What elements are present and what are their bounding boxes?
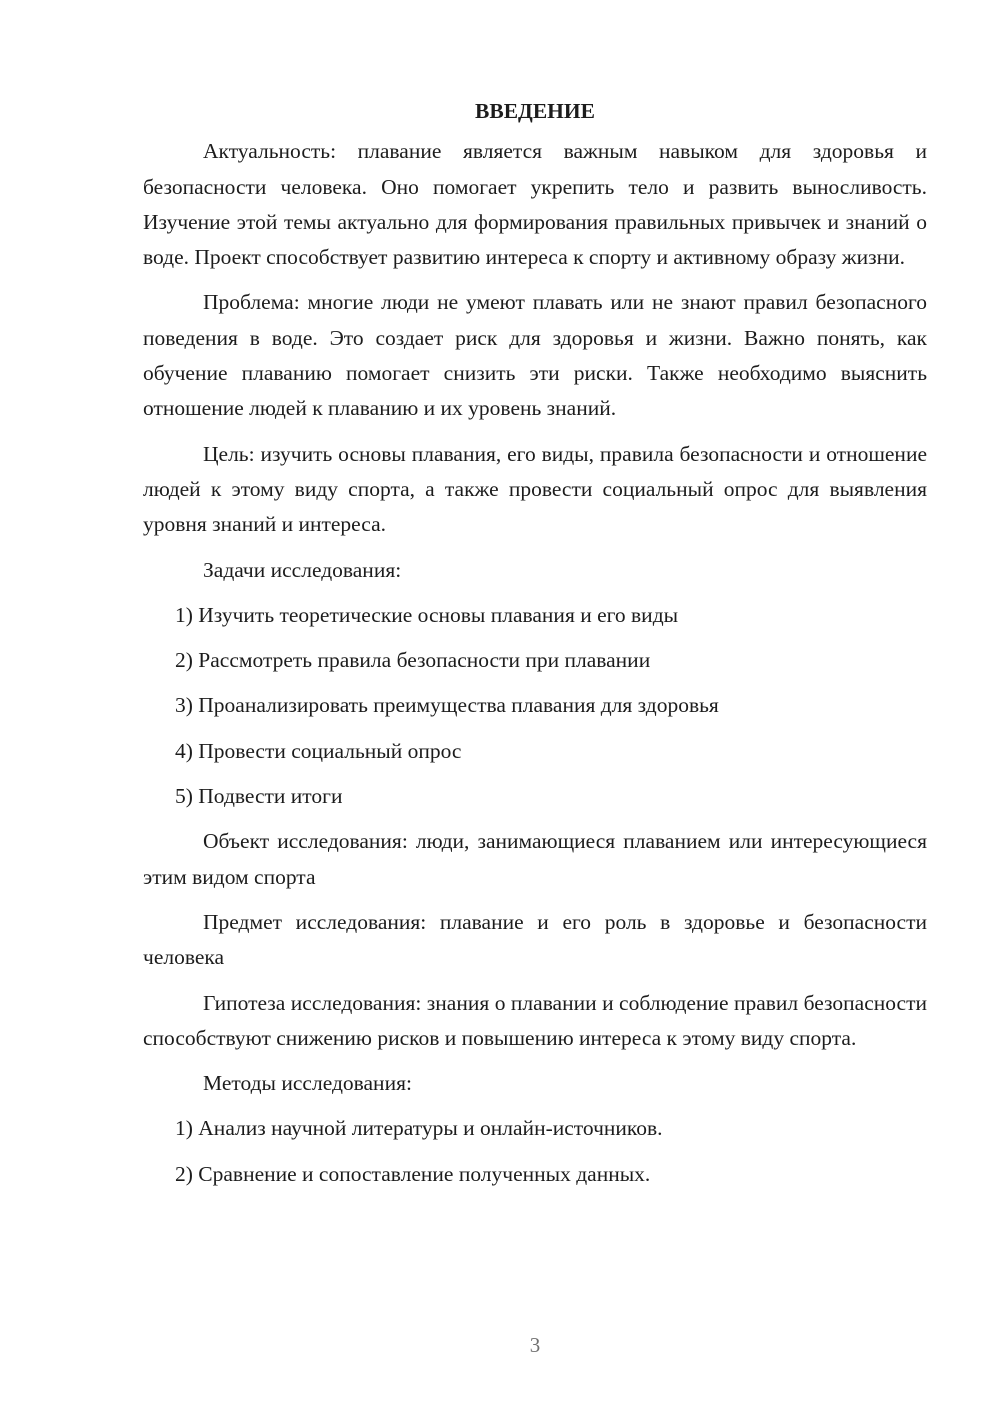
method-item: 2) Сравнение и сопоставление полученных данных. <box>175 1161 651 1186</box>
task-item: 5) Подвести итоги <box>175 784 343 809</box>
subject-paragraph: Предмет исследования: плавание и его роль в здоровье и безопасности человека <box>143 909 927 970</box>
section-title: ВВЕДЕНИЕ <box>475 99 595 123</box>
object-paragraph: Объект исследования: люди, занимающиеся плаванием или интересующиеся этим видом спорта <box>143 829 927 889</box>
task-item: 2) Рассмотреть правила безопасности при плавании <box>175 648 651 673</box>
problem-paragraph: Проблема: многие люди не умеют плавать или не знают правил безопасного поведения в воде. Это создает риск для здоровья и жизни. Важно понять, как обучение плаванию помогает снизить эти риски. Также необходимо выяснить отношение людей к плаванию и их уровень знаний. <box>143 290 927 421</box>
tasks-heading: Задачи исследования: <box>203 557 402 582</box>
goal-paragraph: Цель: изучить основы плавания, его виды, правила безопасности и отношение людей к этому виду спорта, а также провести социальный опрос для выявления уровня знаний и интереса. <box>143 441 927 537</box>
page-number: 3 <box>529 1333 541 1357</box>
task-item: 4) Провести социальный опрос <box>175 738 462 763</box>
relevance-paragraph: Актуальность: плавание является важным навыком для здоровья и безопасности человека. Оно помогает укрепить тело и развить выносливость. Изучение этой темы актуально для формирования правильных привычек и знаний о воде. Проект способствует развитию интереса к спорту и активному образу жизни. <box>143 139 927 270</box>
page-content <box>143 94 927 1202</box>
task-item: 3) Проанализировать преимущества плавания для здоровья <box>175 693 719 718</box>
methods-heading: Методы исследования: <box>203 1071 412 1096</box>
method-item: 1) Анализ научной литературы и онлайн-источников. <box>175 1116 663 1141</box>
task-item: 1) Изучить теоретические основы плавания и его виды <box>175 602 679 627</box>
hypothesis-paragraph: Гипотеза исследования: знания о плавании и соблюдение правил безопасности способствуют снижению рисков и повышению интереса к этому виду спорта. <box>143 990 927 1050</box>
